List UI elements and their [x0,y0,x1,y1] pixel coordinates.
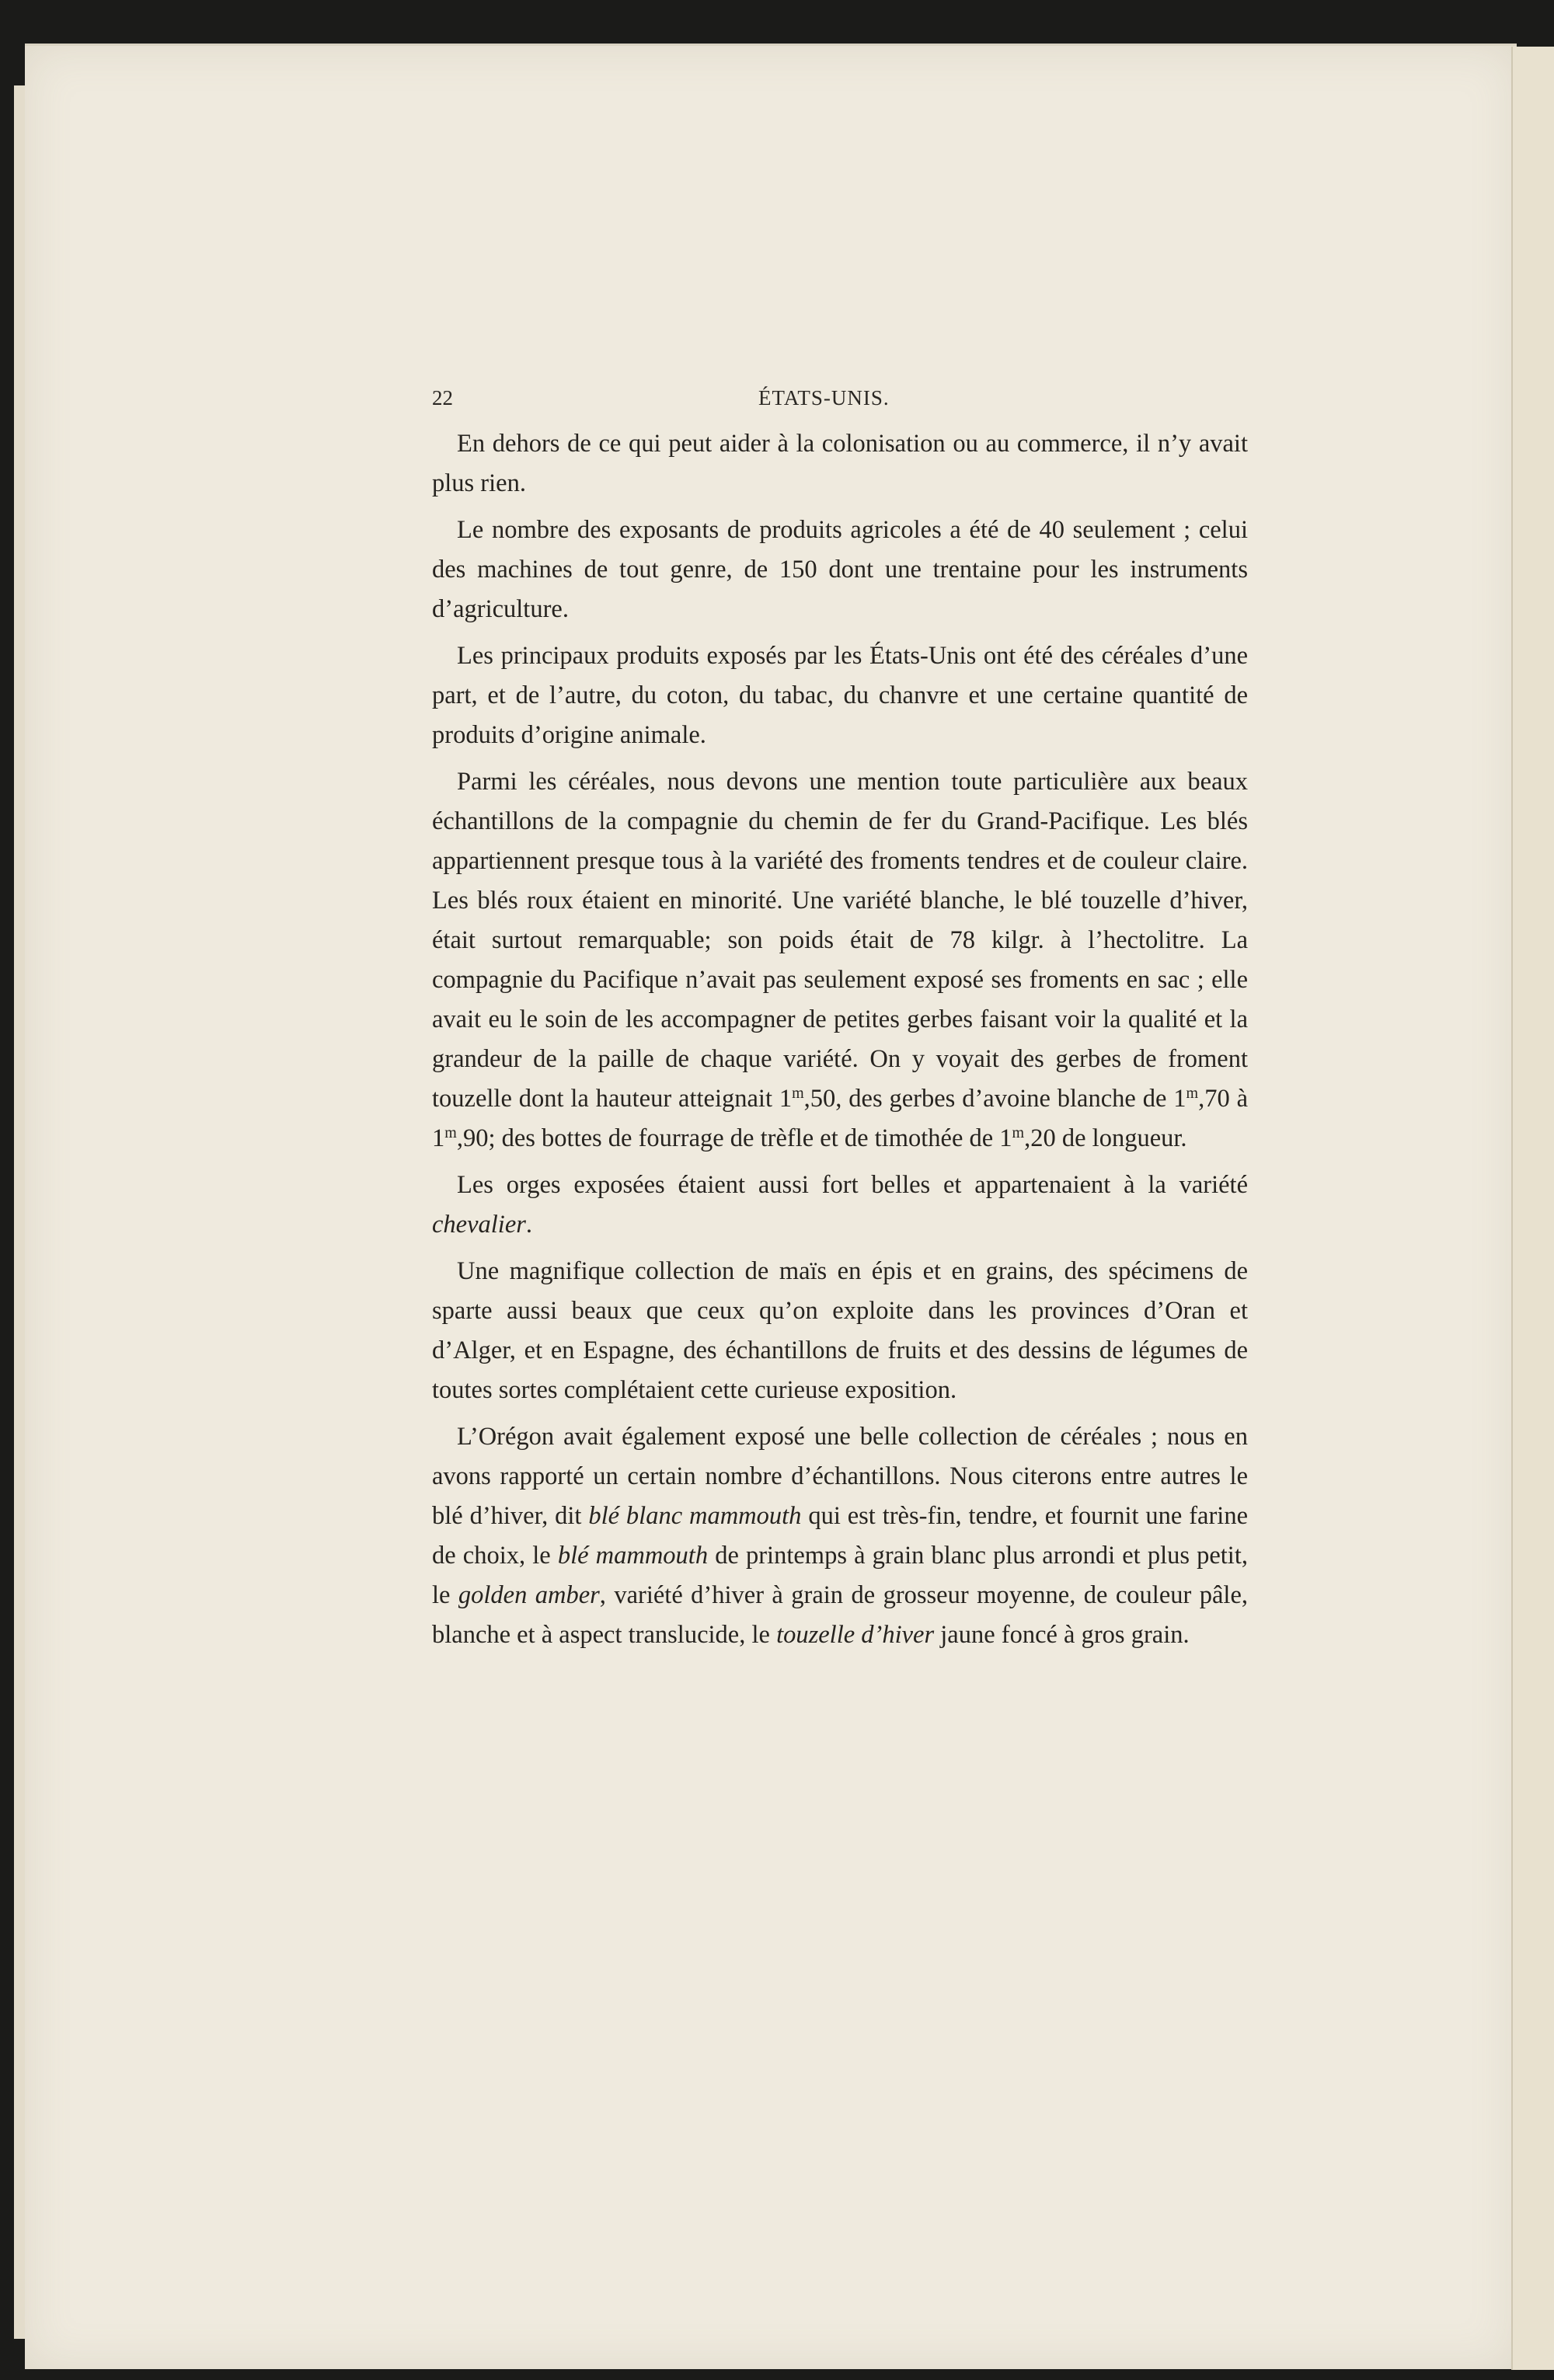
paragraph-7-text-a: L’Orégon avait également exposé une belle collection de céréales ; nous en avons rapporté un certain nombre d’échantillons. Nous citerons entre autres le blé d’hiver, dit [432,1423,1248,1530]
paragraph-5-text-a: Les orges exposées étaient aussi fort belles et appartenaient à la variété [457,1171,1248,1199]
running-title: ÉTATS-UNIS. [758,386,890,409]
paragraph-4 [432,762,1248,1159]
paragraph-7-text-d: , variété d’hiver à grain de grosseur moyenne, de couleur pâle, blanche et à aspect translucide, le [432,1581,1248,1649]
paragraph-7-text-c: de printemps à grain blanc plus arrondi et plus petit, le [432,1542,1248,1609]
paragraph-3: Les principaux produits exposés par les États-Unis ont été des céréales d’une part, et de l’autre, du coton, du tabac, du chanvre et une certaine quantité de produits d’origine animale. [432,642,1248,749]
paragraph-4-text-d: ,90; des bottes de fourrage de trèfle et de timothée de 1 [456,1124,1012,1152]
paragraph-7-text-b: qui est très-fin, tendre, et fournit une farine de choix, le [432,1502,1249,1570]
page-number: 22 [432,386,453,409]
paragraph-7 [432,1417,1248,1655]
paragraph-6: Une magnifique collection de maïs en épis et en grains, des spécimens de sparte aussi beaux que ceux qu’on exploite dans les provinces d’Oran et d’Alger, et en Espagne, des échantillons de fruits et des dessins de légumes de toutes sortes complétaient cette curieuse exposition. [432,1257,1248,1404]
variety-name-touzelle-dhiver: touzelle d’hiver [776,1621,935,1649]
meter-superscript: m [444,1124,457,1141]
paragraph-5 [432,1166,1248,1245]
body-text [432,424,1248,1662]
meter-superscript: m [1012,1124,1025,1141]
running-header [432,386,1248,417]
paragraph-7-text-e: jaune foncé à gros grain. [934,1621,1190,1649]
binding-edge [14,85,25,2339]
paragraph-2: Le nombre des exposants de produits agricoles a été de 40 seulement ; celui des machines de tout genre, de 150 dont une trentaine pour les instruments d’agriculture. [432,516,1248,623]
variety-name-ble-mammouth: blé mammouth [557,1542,709,1570]
paragraph-4-text-c: ,70 à 1 [432,1085,1248,1152]
variety-name-golden-amber: golden amber [458,1581,600,1609]
paragraph-5-text-b: . [525,1211,533,1239]
meter-superscript: m [792,1085,804,1102]
variety-name-ble-blanc-mammouth: blé blanc mammouth [588,1502,802,1530]
paragraph-4-text-b: ,50, des gerbes d’avoine blanche de 1 [803,1085,1186,1113]
paragraph-4-text-a: Parmi les céréales, nous devons une mention toute particulière aux beaux échantillons de la compagnie du chemin de fer du Grand-Pacifique. Les blés appartiennent presque tous à la variété des froments tendres et de couleur claire. Les blés roux étaient en minorité. Une variété blanche, le blé touzelle d’hiver, était surtout remarquable; son poids était de 78 kilgr. à l’hectolitre. La compagnie du Pacifique n’avait pas seulement exposé ses froments en sac ; elle avait eu le soin de les accompagner de petites gerbes faisant voir la qualité et la grandeur de la paille de chaque variété. On y voyait des gerbes de froment touzelle dont la hauteur atteignait 1 [432,768,1248,1113]
paragraph-1: En dehors de ce qui peut aider à la colonisation ou au commerce, il n’y avait plus rien. [432,430,1248,497]
meter-superscript: m [1186,1085,1199,1102]
paragraph-4-text-e: ,20 de longueur. [1024,1124,1187,1152]
variety-name-chevalier: chevalier [432,1211,526,1239]
next-page-edge [1511,47,1554,2370]
